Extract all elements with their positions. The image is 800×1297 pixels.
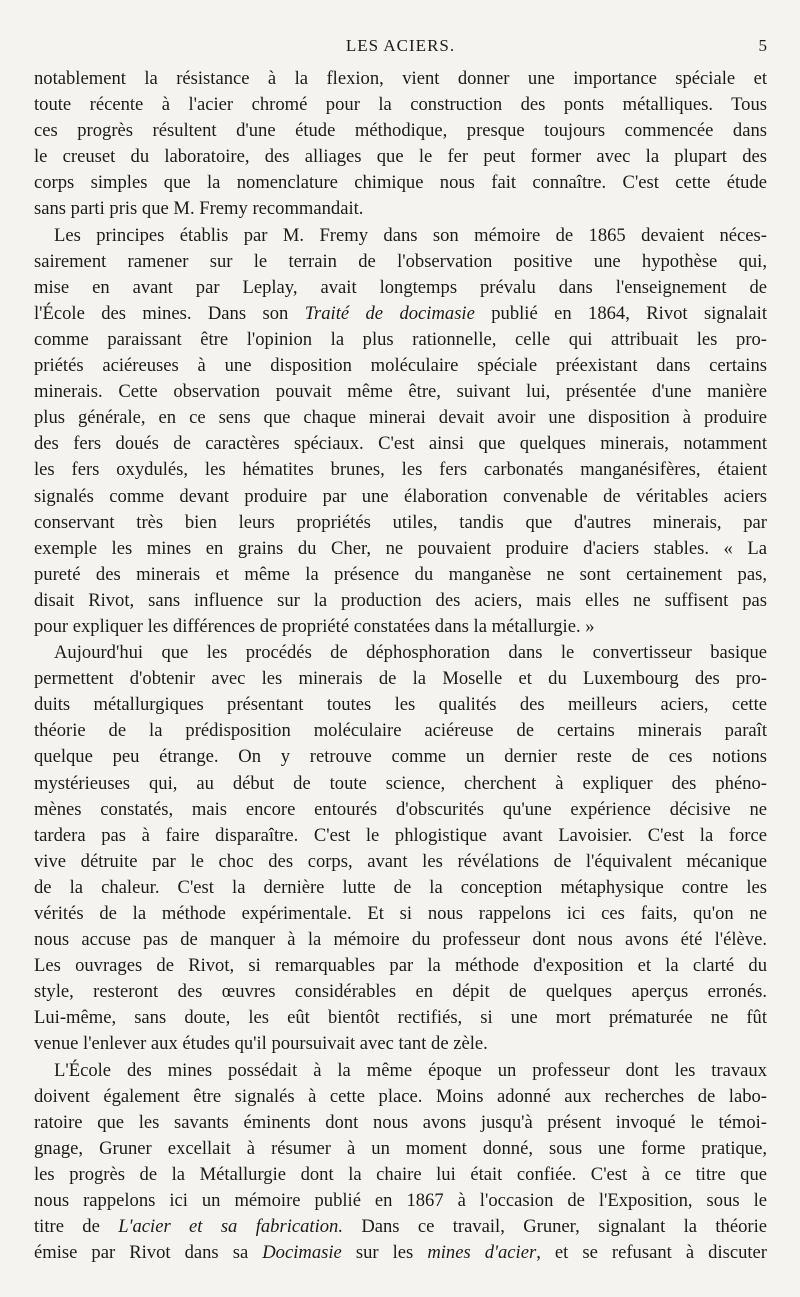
text-line: Les principes établis par M. Fremy dans son mémoire de 1865 devaient néces- <box>54 224 767 246</box>
text-line: nous rappelons ici un mémoire publié en 1867 à l'occasion de l'Exposition, sous le <box>34 1190 767 1212</box>
italic-text: mines d'acier <box>427 1242 537 1264</box>
text-line: signalés comme devant produire par une élaboration convenable de véritables aciers <box>34 485 767 507</box>
text-line: pour expliquer les différences de propriété constatées dans la métallurgie. » <box>34 615 595 637</box>
italic-text: Docimasie <box>262 1242 342 1264</box>
text-line: toute récente à l'acier chromé pour la construction des ponts métalliques. Tous <box>34 94 767 116</box>
text-line: conservant très bien leurs propriétés utiles, tandis que d'autres minerais, par <box>34 511 767 533</box>
text-span: émise par Rivot dans sa <box>34 1242 263 1264</box>
italic-text: Traité de docimasie <box>304 302 475 324</box>
text-line: Aujourd'hui que les procédés de déphosphoration dans le convertisseur basique <box>54 642 767 664</box>
text-span: publié en 1864, Rivot signalait <box>474 302 767 324</box>
running-title: LES ACIERS. <box>345 36 456 55</box>
text-span: sur les <box>341 1242 428 1264</box>
text-line: tardera pas à faire disparaître. C'est le phlogistique avant Lavoisier. C'est la force <box>34 824 767 846</box>
text-line: corps simples que la nomenclature chimique nous fait connaître. C'est cette étude <box>34 172 767 194</box>
text-line <box>34 301 767 327</box>
text-line: priétés aciéreuses à une disposition moléculaire spéciale préexistant dans certains <box>34 355 767 377</box>
body-text <box>34 66 767 1266</box>
text-line: des fers doués de caractères spéciaux. C'est ainsi que quelques minerais, notamment <box>34 433 767 455</box>
italic-text: L'acier et sa fabrication. <box>118 1216 343 1238</box>
text-line: quelque peu étrange. On y retrouve comme un dernier reste de ces notions <box>34 746 767 768</box>
text-line <box>34 1214 767 1240</box>
text-span: l'École des mines. Dans son <box>34 302 305 324</box>
text-line: théorie de la prédisposition moléculaire aciéreuse de certains minerais paraît <box>34 720 767 742</box>
text-line: duits métallurgiques présentant toutes les qualités des meilleurs aciers, cette <box>34 694 767 716</box>
text-line: plus générale, en ce sens que chaque minerai devait avoir une disposition à produire <box>34 407 767 429</box>
text-line: gnage, Gruner excellait à résumer à un moment donné, sous une forme pratique, <box>34 1137 767 1159</box>
text-span: , et se refusant à discuter <box>536 1242 767 1264</box>
text-line: doivent également être signalés à cette place. Moins adonné aux recherches de labo- <box>34 1085 767 1107</box>
text-line: permettent d'obtenir avec les minerais de la Moselle et du Luxembourg des pro- <box>34 668 767 690</box>
text-line: les fers oxydulés, les hématites brunes, les fers carbonatés manganésifères, étaient <box>34 459 767 481</box>
text-line: ces progrès résultent d'une étude méthodique, presque toujours commencée dans <box>34 120 767 142</box>
text-line: L'École des mines possédait à la même époque un professeur dont les travaux <box>54 1059 767 1081</box>
text-span: titre de <box>34 1216 119 1238</box>
text-line: mènes constatés, mais encore entourés d'obscurités qu'une expérience décisive ne <box>34 798 767 820</box>
text-line: vive détruite par le choc des corps, avant les révélations de l'équivalent mécanique <box>34 850 767 872</box>
page-number: 5 <box>758 36 767 55</box>
text-line: mise en avant par Leplay, avait longtemps prévalu dans l'enseignement de <box>34 276 767 298</box>
text-line: notablement la résistance à la flexion, vient donner une importance spéciale et <box>34 68 767 89</box>
text-line: minerais. Cette observation pouvait même être, suivant lui, présentée d'une manière <box>34 381 767 403</box>
text-line: de la chaleur. C'est la dernière lutte de la conception métaphysique contre les <box>34 876 767 898</box>
text-line: sairement ramener sur le terrain de l'observation positive une hypothèse qui, <box>34 250 767 272</box>
text-line: disait Rivot, sans influence sur la production des aciers, mais elles ne suffisent pas <box>34 589 767 611</box>
page-header <box>34 36 767 62</box>
text-line: Lui-même, sans doute, les eût bientôt rectifiés, si une mort prématurée ne fût <box>34 1007 767 1029</box>
text-line: nous accuse pas de manquer à la mémoire du professeur dont nous avons été l'élève. <box>34 929 767 951</box>
text-line: Les ouvrages de Rivot, si remarquables par la méthode d'exposition et la clarté du <box>34 955 767 977</box>
text-line: ratoire que les savants éminents dont nous avons jusqu'à présent invoqué le témoi- <box>34 1111 767 1133</box>
text-line: mystérieuses qui, au début de toute science, cherchent à expliquer des phéno- <box>34 772 767 794</box>
text-line <box>34 1240 767 1266</box>
text-line: venue l'enlever aux études qu'il poursuivait avec tant de zèle. <box>34 1033 488 1055</box>
text-span: Dans ce travail, Gruner, signalant la théorie <box>342 1216 767 1238</box>
text-line: les progrès de la Métallurgie dont la chaire lui était confiée. C'est à ce titre que <box>34 1163 767 1185</box>
text-line: exemple les mines en grains du Cher, ne pouvaient produire d'aciers stables. « La <box>34 537 767 559</box>
text-line: comme paraissant être l'opinion la plus rationnelle, celle qui attribuait les pro- <box>34 328 767 350</box>
text-line: pureté des minerais et même la présence du manganèse ne sont certainement pas, <box>34 563 767 585</box>
text-line: style, resteront des œuvres considérables en dépit de quelques aperçus erronés. <box>34 981 767 1003</box>
text-line: le creuset du laboratoire, des alliages que le fer peut former avec la plupart des <box>34 146 767 168</box>
text-line: sans parti pris que M. Fremy recommandait. <box>34 198 364 220</box>
text-line: vérités de la méthode expérimentale. Et si nous rappelons ici ces faits, qu'on ne <box>34 903 767 924</box>
